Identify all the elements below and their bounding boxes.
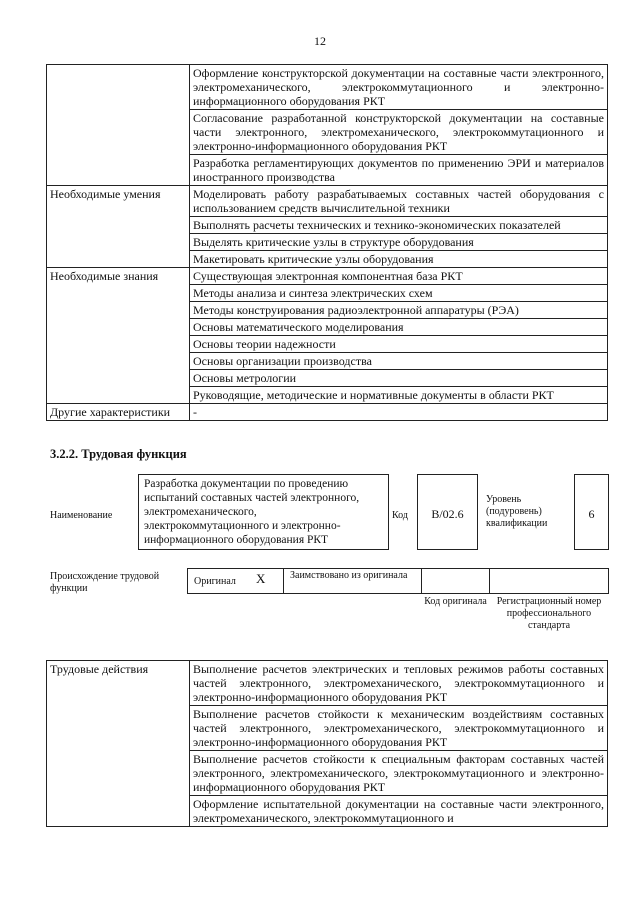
table-row <box>47 268 608 285</box>
section-title: 3.2.2. Трудовая функция <box>50 447 187 461</box>
code-original-cell <box>421 568 490 594</box>
original-mark: X <box>256 571 266 586</box>
requirements-table <box>46 64 608 421</box>
original-label: Оригинал <box>194 576 236 587</box>
row-item: - <box>190 404 608 421</box>
row-item: Существующая электронная компонентная база РКТ <box>190 268 608 285</box>
row-item: Основы организации производства <box>190 353 608 370</box>
row-label: Другие характеристики <box>47 404 190 421</box>
origin-label: Происхождение трудовой функции <box>50 571 160 594</box>
reg-number-label: Регистрационный номер профессионального стандарта <box>496 596 602 631</box>
page-number: 12 <box>314 34 326 48</box>
row-item: Оформление конструкторской документации на составные части электронного, электромеханического, электрокоммутационного и электронно-информационного оборудования РКТ <box>190 65 608 110</box>
row-item: Основы метрологии <box>190 370 608 387</box>
table-row <box>47 186 608 217</box>
row-item: Руководящие, методические и нормативные документы в области РКТ <box>190 387 608 404</box>
row-item: Моделировать работу разрабатываемых составных частей оборудования с использованием средств вычислительной техники <box>190 186 608 217</box>
row-item: Выполнение расчетов стойкости к механическим воздействиям составных частей электронного, электромеханического, электрокоммутационного и электронно-информационного оборудования РКТ <box>190 706 608 751</box>
borrowed-cell <box>283 568 422 594</box>
row-item: Выполнение расчетов стойкости к специальным факторам составных частей электронного, электромеханического, электрокоммутационного и электронно-информационного оборудования РКТ <box>190 751 608 796</box>
table-row <box>47 65 608 110</box>
row-item: Макетировать критические узлы оборудования <box>190 251 608 268</box>
row-item: Методы анализа и синтеза электрических схем <box>190 285 608 302</box>
row-label: Трудовые действия <box>47 661 190 827</box>
code-original-label: Код оригинала <box>424 596 487 607</box>
level-label: Уровень (подуровень) квалификации <box>486 494 548 529</box>
row-item: Основы математического моделирования <box>190 319 608 336</box>
labor-actions-table <box>46 660 608 827</box>
row-item: Оформление испытательной документации на составные части электронного, электромеханического, электрокоммутационного и <box>190 796 608 827</box>
row-item: Методы конструирования радиоэлектронной аппаратуры (РЭА) <box>190 302 608 319</box>
level-box: 6 <box>574 474 609 550</box>
function-name-box: Разработка документации по проведению испытаний составных частей электронного, электромеханического, электрокоммутационного и электронно-информационного оборудования РКТ <box>138 474 389 550</box>
reg-number-cell <box>489 568 609 594</box>
row-item: Выполнение расчетов электрических и тепловых режимов работы составных частей электронного, электромеханического, электрокоммутационного и электронно-информационного оборудования РКТ <box>190 661 608 706</box>
table-row <box>47 404 608 421</box>
row-label: Необходимые умения <box>47 186 190 268</box>
row-item: Выделять критические узлы в структуре оборудования <box>190 234 608 251</box>
row-label <box>47 65 190 186</box>
name-label: Наименование <box>50 510 113 521</box>
code-box: B/02.6 <box>417 474 478 550</box>
row-item: Разработка регламентирующих документов по применению ЭРИ и материалов иностранного производства <box>190 155 608 186</box>
code-label: Код <box>392 510 408 521</box>
row-item: Основы теории надежности <box>190 336 608 353</box>
row-item: Выполнять расчеты технических и технико-экономических показателей <box>190 217 608 234</box>
borrowed-label: Заимствовано из оригинала <box>290 570 408 581</box>
table-row <box>47 661 608 706</box>
row-label: Необходимые знания <box>47 268 190 404</box>
original-cell <box>187 568 284 594</box>
row-item: Согласование разработанной конструкторской документации на составные части электронного, электромеханического, электрокоммутационного и электронно-информационного оборудования РКТ <box>190 110 608 155</box>
